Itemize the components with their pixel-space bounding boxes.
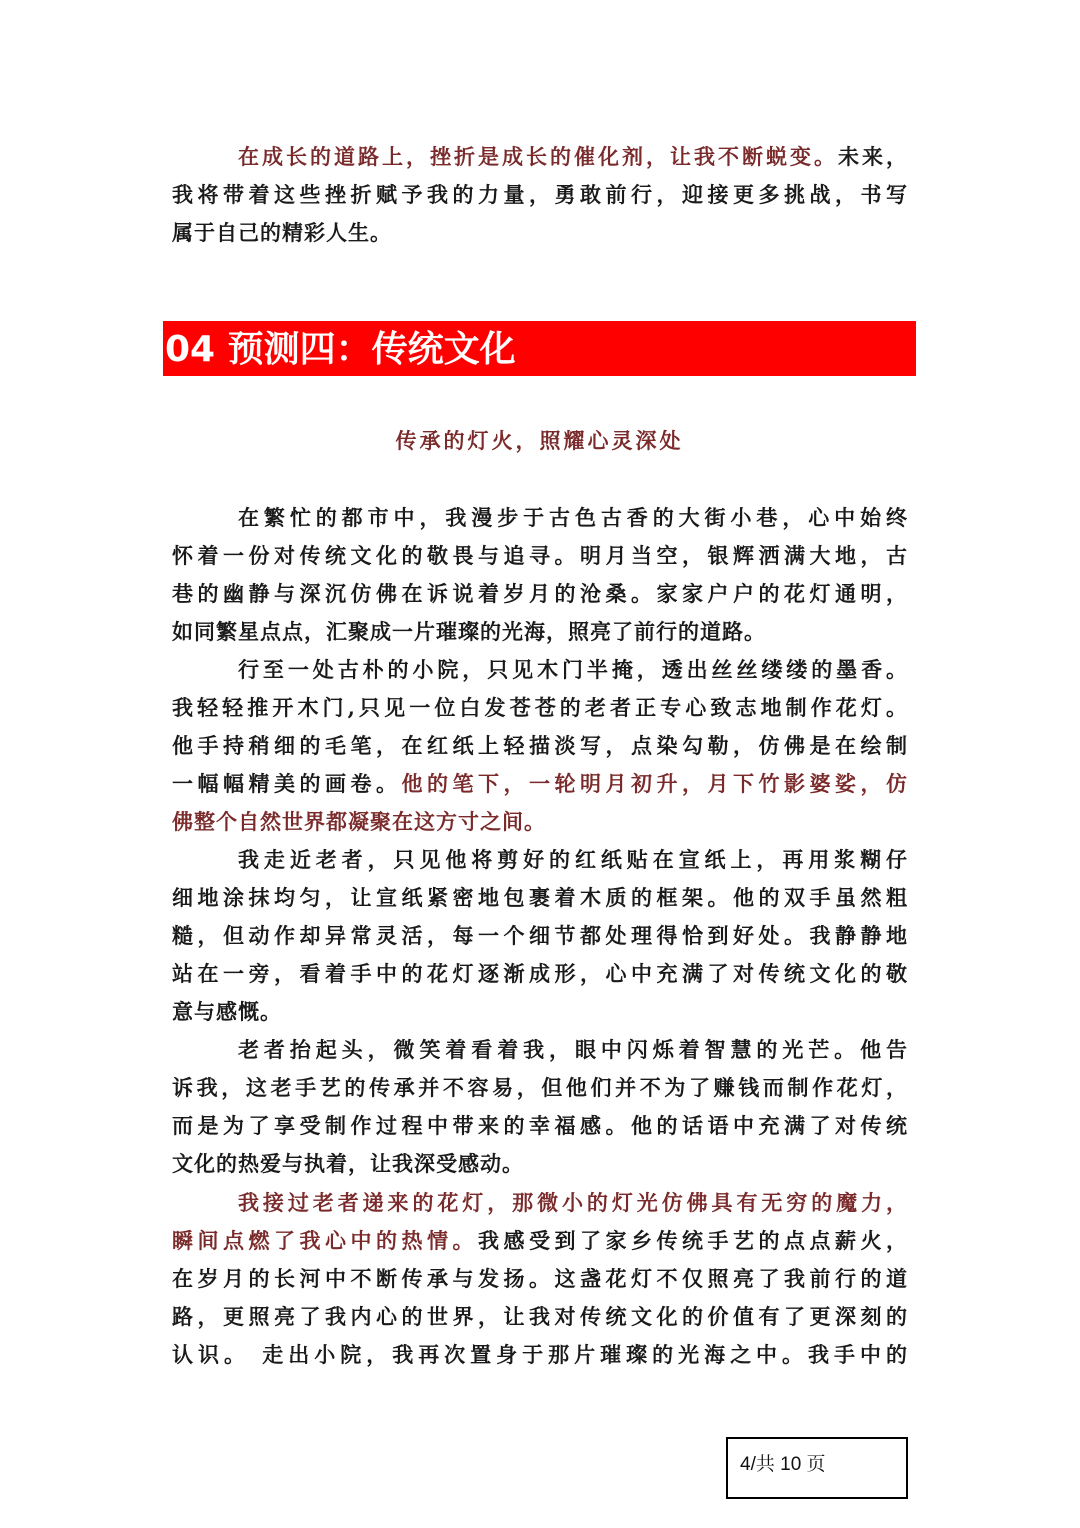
intro-highlight: 在成长的道路上，挫折是成长的催化剂，让我不断蜕变。	[238, 144, 838, 169]
p2-line-3: 他手持稍细的毛笔，在红纸上轻描淡写，点染勾勒，仿佛是在绘制	[172, 733, 908, 758]
p2-line-2: 我轻轻推开木门,只见一位白发苍苍的老者正专心致志地制作花灯。	[172, 695, 908, 720]
p3-line: 细地涂抹均匀，让宣纸紧密地包裹着木质的框架。他的双手虽然粗	[172, 885, 908, 910]
p2-line-5: 佛整个自然世界都凝聚在这方寸之间。	[172, 809, 546, 834]
p4-line: 诉我，这老手艺的传承并不容易，但他们并不为了赚钱而制作花灯，	[172, 1075, 908, 1100]
p5-line-4: 路，更照亮了我内心的世界，让我对传统文化的价值有了更深刻的	[172, 1304, 908, 1329]
p5-line-1: 我接过老者递来的花灯，那微小的灯光仿佛具有无穷的魔力，	[238, 1190, 908, 1215]
page-number: 4/共 10 页	[740, 1454, 826, 1475]
p5-line-2-tail: 我感受到了家乡传统手艺的点点薪火，	[478, 1228, 908, 1253]
article-subtitle: 传承的灯火，照耀心灵深处	[395, 428, 684, 453]
p4-line: 老者抬起头，微笑着看着我，眼中闪烁着智慧的光芒。他告	[238, 1037, 908, 1062]
p2-highlight: 他的笔下，一轮明月初升，月下竹影婆娑，仿	[401, 771, 908, 796]
intro-line-3: 属于自己的精彩人生。	[172, 220, 392, 245]
p3-line: 我走近老者，只见他将剪好的红纸贴在宣纸上，再用浆糊仔	[238, 847, 908, 872]
p3-line: 站在一旁，看着手中的花灯逐渐成形，心中充满了对传统文化的敬	[172, 961, 908, 986]
p5-line-3: 在岁月的长河中不断传承与发扬。这盏花灯不仅照亮了我前行的道	[172, 1266, 908, 1291]
p1-line: 怀着一份对传统文化的敬畏与追寻。明月当空，银辉洒满大地，古	[172, 543, 908, 568]
page-number-box	[726, 1437, 908, 1499]
p2-line-4-head: 一幅幅精美的画卷。	[172, 771, 402, 796]
p2-line-4	[172, 769, 908, 799]
intro-line-1	[238, 142, 908, 172]
intro-line-1-tail: 未来，	[838, 144, 908, 169]
p5-highlight: 瞬间点燃了我心中的热情。	[172, 1228, 478, 1253]
intro-line-2: 我将带着这些挫折赋予我的力量，勇敢前行，迎接更多挑战，书写	[172, 182, 908, 207]
p3-line: 意与感慨。	[172, 999, 282, 1024]
p1-line: 巷的幽静与深沉仿佛在诉说着岁月的沧桑。家家户户的花灯通明，	[172, 581, 908, 606]
section-header: 04 预测四：传统文化	[165, 329, 516, 370]
p1-line: 在繁忙的都市中，我漫步于古色古香的大街小巷，心中始终	[238, 505, 908, 530]
p5-line-2	[172, 1226, 908, 1256]
p4-line: 而是为了享受制作过程中带来的幸福感。他的话语中充满了对传统	[172, 1113, 908, 1138]
p4-line: 文化的热爱与执着，让我深受感动。	[172, 1151, 524, 1176]
p5-line-5: 认识。 走出小院，我再次置身于那片璀璨的光海之中。我手中的	[172, 1342, 908, 1367]
p1-line: 如同繁星点点，汇聚成一片璀璨的光海，照亮了前行的道路。	[172, 619, 766, 644]
p2-line-1: 行至一处古朴的小院，只见木门半掩，透出丝丝缕缕的墨香。	[238, 657, 908, 682]
p3-line: 糙，但动作却异常灵活，每一个细节都处理得恰到好处。我静静地	[172, 923, 908, 948]
